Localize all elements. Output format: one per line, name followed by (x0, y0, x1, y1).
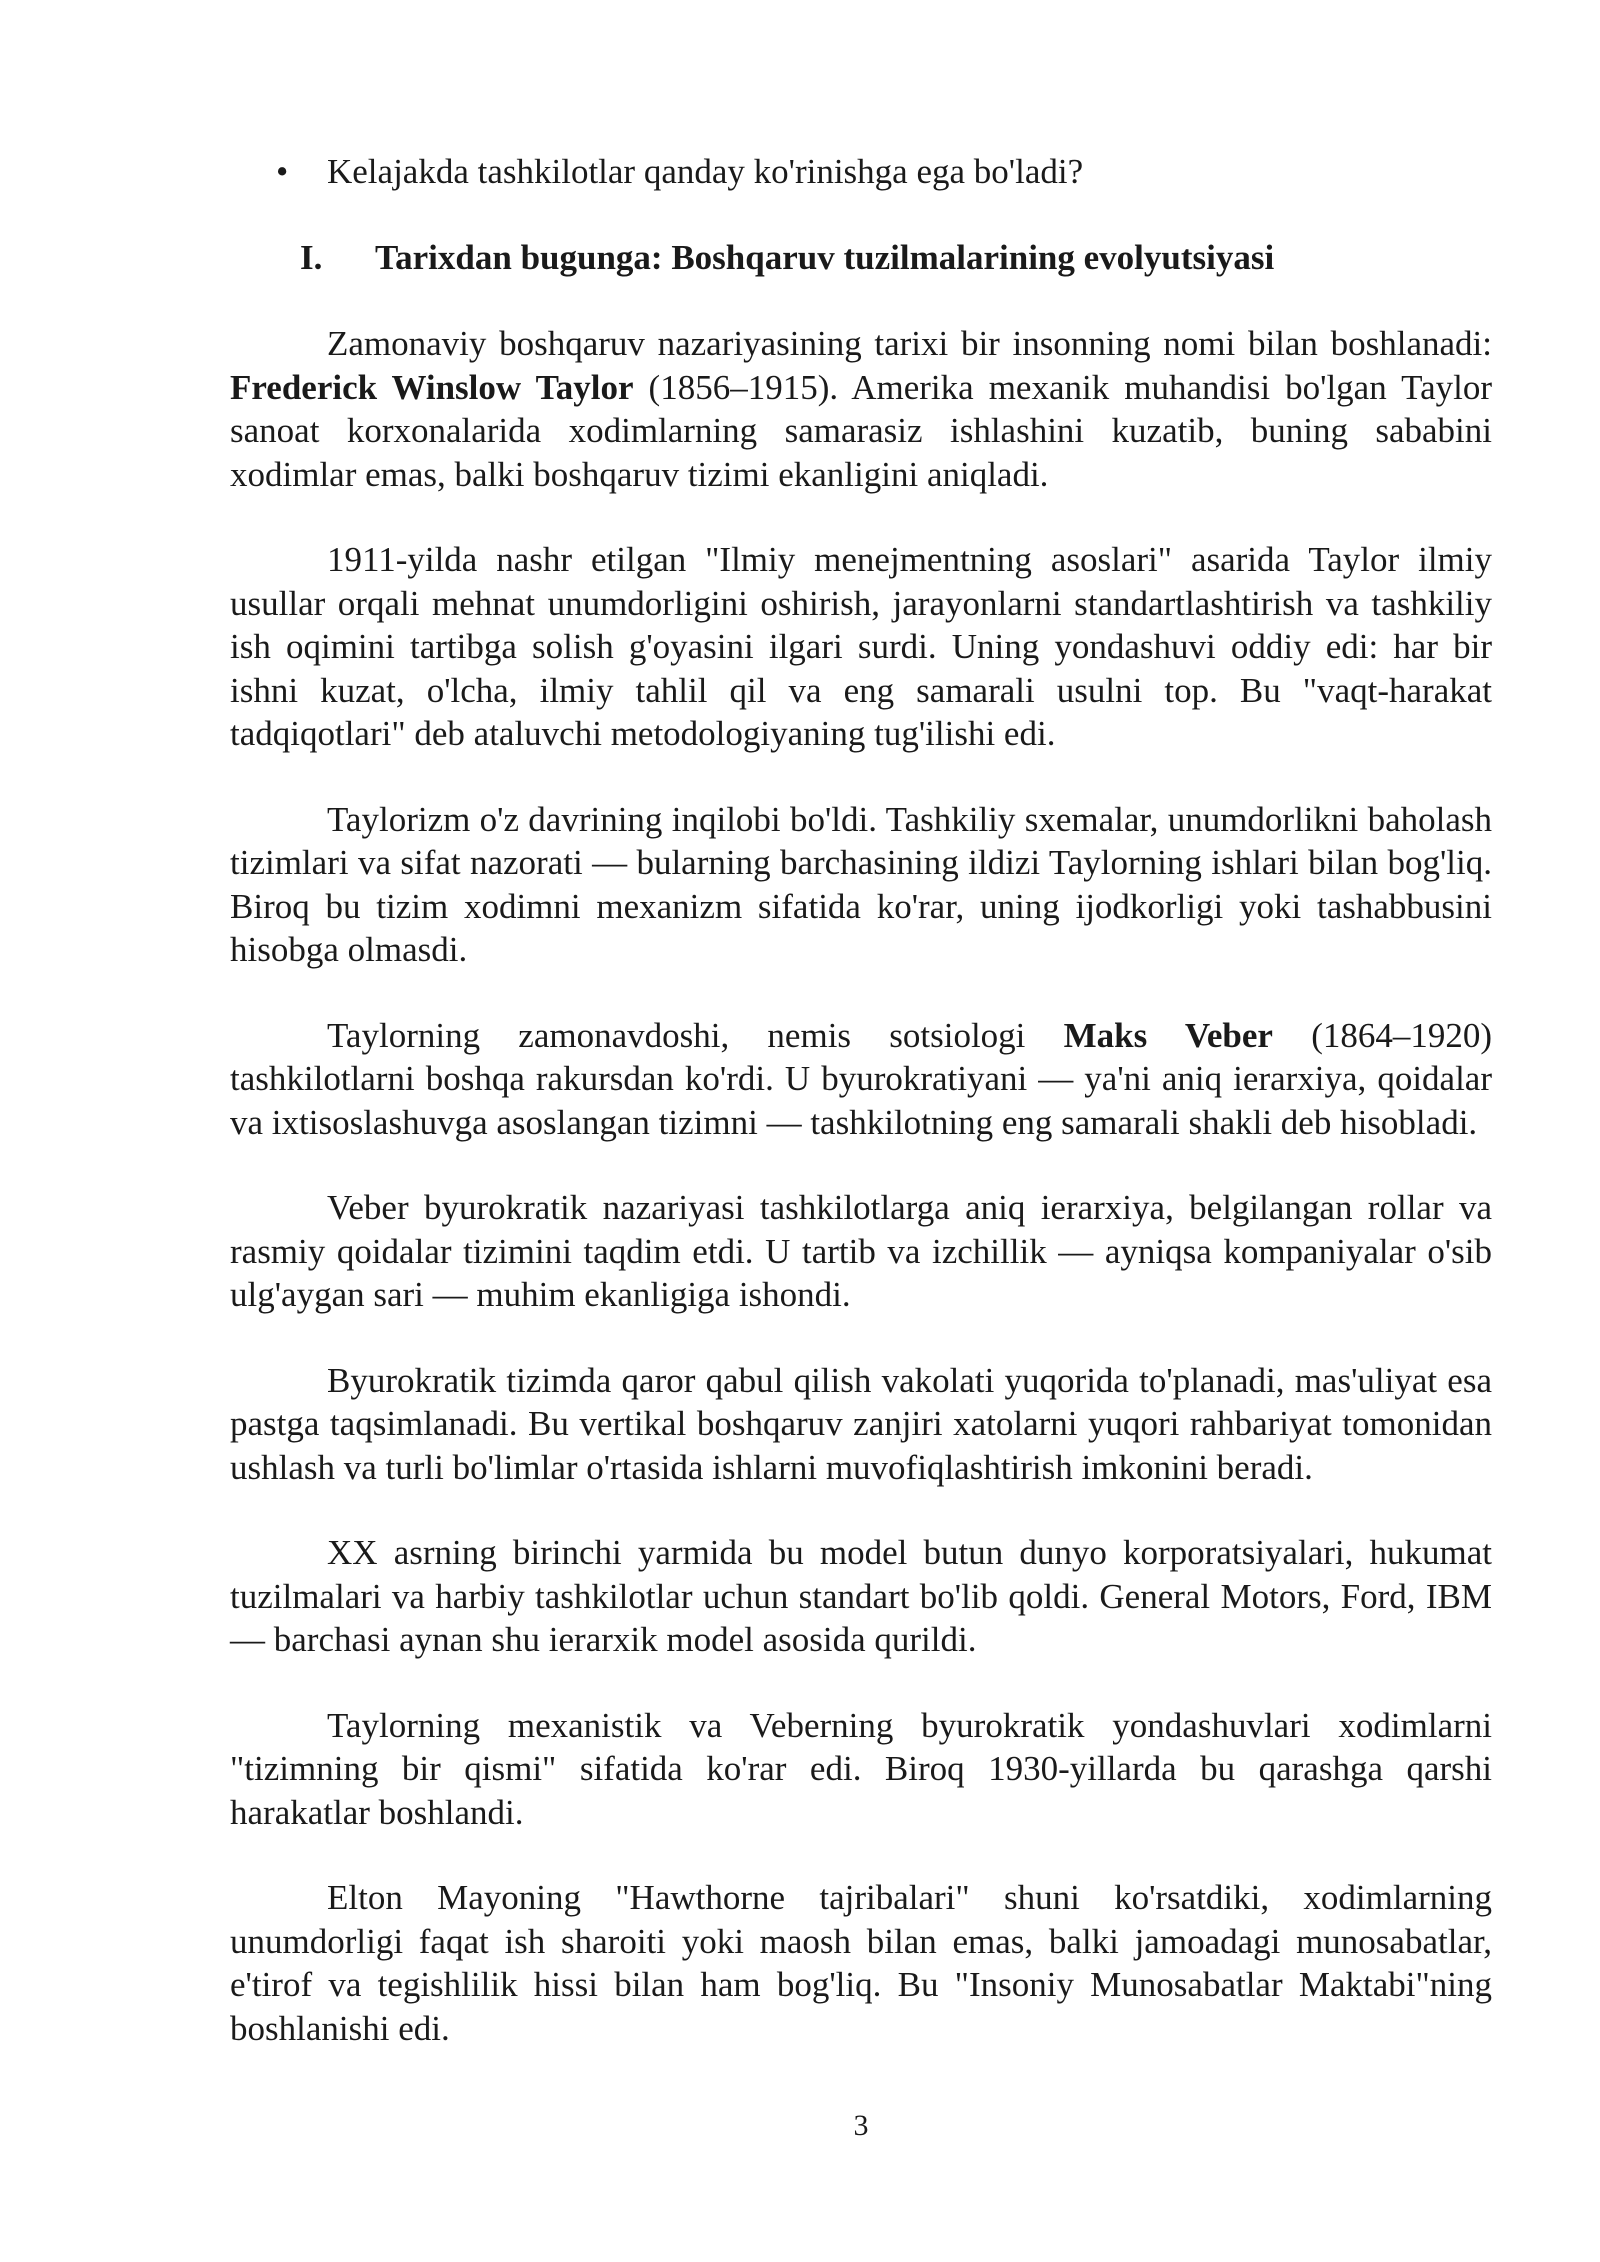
paragraph-taylor-intro (230, 322, 1492, 496)
bold-name-weber: Maks Veber (1063, 1015, 1273, 1055)
bullet-item (230, 150, 1492, 194)
section-heading (230, 236, 1492, 280)
paragraph-bureaucratic-theory: Veber byurokratik nazariyasi tashkilotlarga aniq ierarxiya, belgilangan rollar va rasmiy qoidalar tizimini taqdim etdi. U tartib va izchillik — ayniqsa kompaniyalar o'sib ulg'aygan sari — muhim ekanligiga ishondi. (230, 1188, 1492, 1314)
bullet-dot-icon: • (276, 152, 289, 191)
page-number: 3 (853, 2109, 869, 2142)
bullet-text: Kelajakda tashkilotlar qanday ko'rinishga ega bo'ladi? (327, 152, 1084, 191)
paragraph-hawthorne: Elton Mayoning "Hawthorne tajribalari" shuni ko'rsatdiki, xodimlarning unumdorligi faqat ish sharoiti yoki maosh bilan emas, balki jamoadagi munosabatlar, e'tirof va tegishlilik hissi bilan ham bog'liq. Bu "Insoniy Munosabatlar Maktabi"ning boshlanishi edi. (230, 1878, 1492, 2048)
paragraph-scientific-management: 1911-yilda nashr etilgan "Ilmiy menejmentning asoslari" asarida Taylor ilmiy usullar orqali mehnat unumdorligini oshirish, jarayonlarni standartlashtirish va tashkiliy ish oqimini tartibga solish g'oyasini ilgari surdi. Uning yondashuvi oddiy edi: har bir ishni kuzat, o'lcha, ilmiy tahlil qil va eng samarali usulni top. Bu "vaqt-harakat tadqiqotlari" deb ataluvchi metodologiyaning tug'ilishi edi. (230, 540, 1492, 753)
paragraph-text: Zamonaviy boshqaruv nazariyasining tarixi bir insonning nomi bilan boshlanadi: (327, 324, 1492, 363)
paragraph-text: (1864–1920) tashkilotlarni boshqa rakursdan ko'rdi. U byurokratiyani — ya'ni aniq ierarxiya, qoidalar va ixtisoslashuvga asoslangan tizimni — tashkilotning eng samarali shakli deb hisobladi. (230, 1015, 1492, 1142)
document-page (230, 150, 1492, 2092)
paragraph-twentieth-century: XX asrning birinchi yarmida bu model butun dunyo korporatsiyalari, hukumat tuzilmalari va harbiy tashkilotlar uchun standart bo'lib qoldi. General Motors, Ford, IBM — barchasi aynan shu ierarxik model asosida qurildi. (230, 1533, 1492, 1659)
paragraph-taylorism: Taylorizm o'z davrining inqilobi bo'ldi. Tashkiliy sxemalar, unumdorlikni baholash tizimlari va sifat nazorati — bularning barchasining ildizi Taylorning ishlari bilan bog'liq. Biroq bu tizim xodimni mexanizm sifatida ko'rar, uning ijodkorligi yoki tashabbusini hisobga olmasdi. (230, 799, 1492, 969)
paragraph-weber-intro (230, 1014, 1492, 1145)
section-number: I. (300, 238, 323, 277)
section-title: Tarixdan bugunga: Boshqaruv tuzilmalarining evolyutsiyasi (375, 238, 1275, 277)
paragraph-bureaucratic-system: Byurokratik tizimda qaror qabul qilish vakolati yuqorida to'planadi, mas'uliyat esa pastga taqsimlanadi. Bu vertikal boshqaruv zanjiri xatolarni yuqori rahbariyat tomonidan ushlash va turli bo'limlar o'rtasida ishlarni muvofiqlashtirish imkonini beradi. (230, 1360, 1492, 1487)
paragraph-text: Taylorning zamonavdoshi, nemis sotsiologi (327, 1015, 1064, 1055)
paragraph-mechanistic-approach: Taylorning mexanistik va Veberning byurokratik yondashuvlari xodimlarni "tizimning bir qismi" sifatida ko'rar edi. Biroq 1930-yillarda bu qarashga qarshi harakatlar boshlandi. (230, 1705, 1492, 1832)
paragraph-text: (1856–1915). Amerika mexanik muhandisi bo'lgan Taylor sanoat korxonalarida xodimlarning samarasiz ishlashini kuzatib, buning sababini xodimlar emas, balki boshqaruv tizimi ekanligini aniqladi. (230, 367, 1492, 494)
bold-name-taylor: Frederick Winslow Taylor (230, 367, 634, 407)
